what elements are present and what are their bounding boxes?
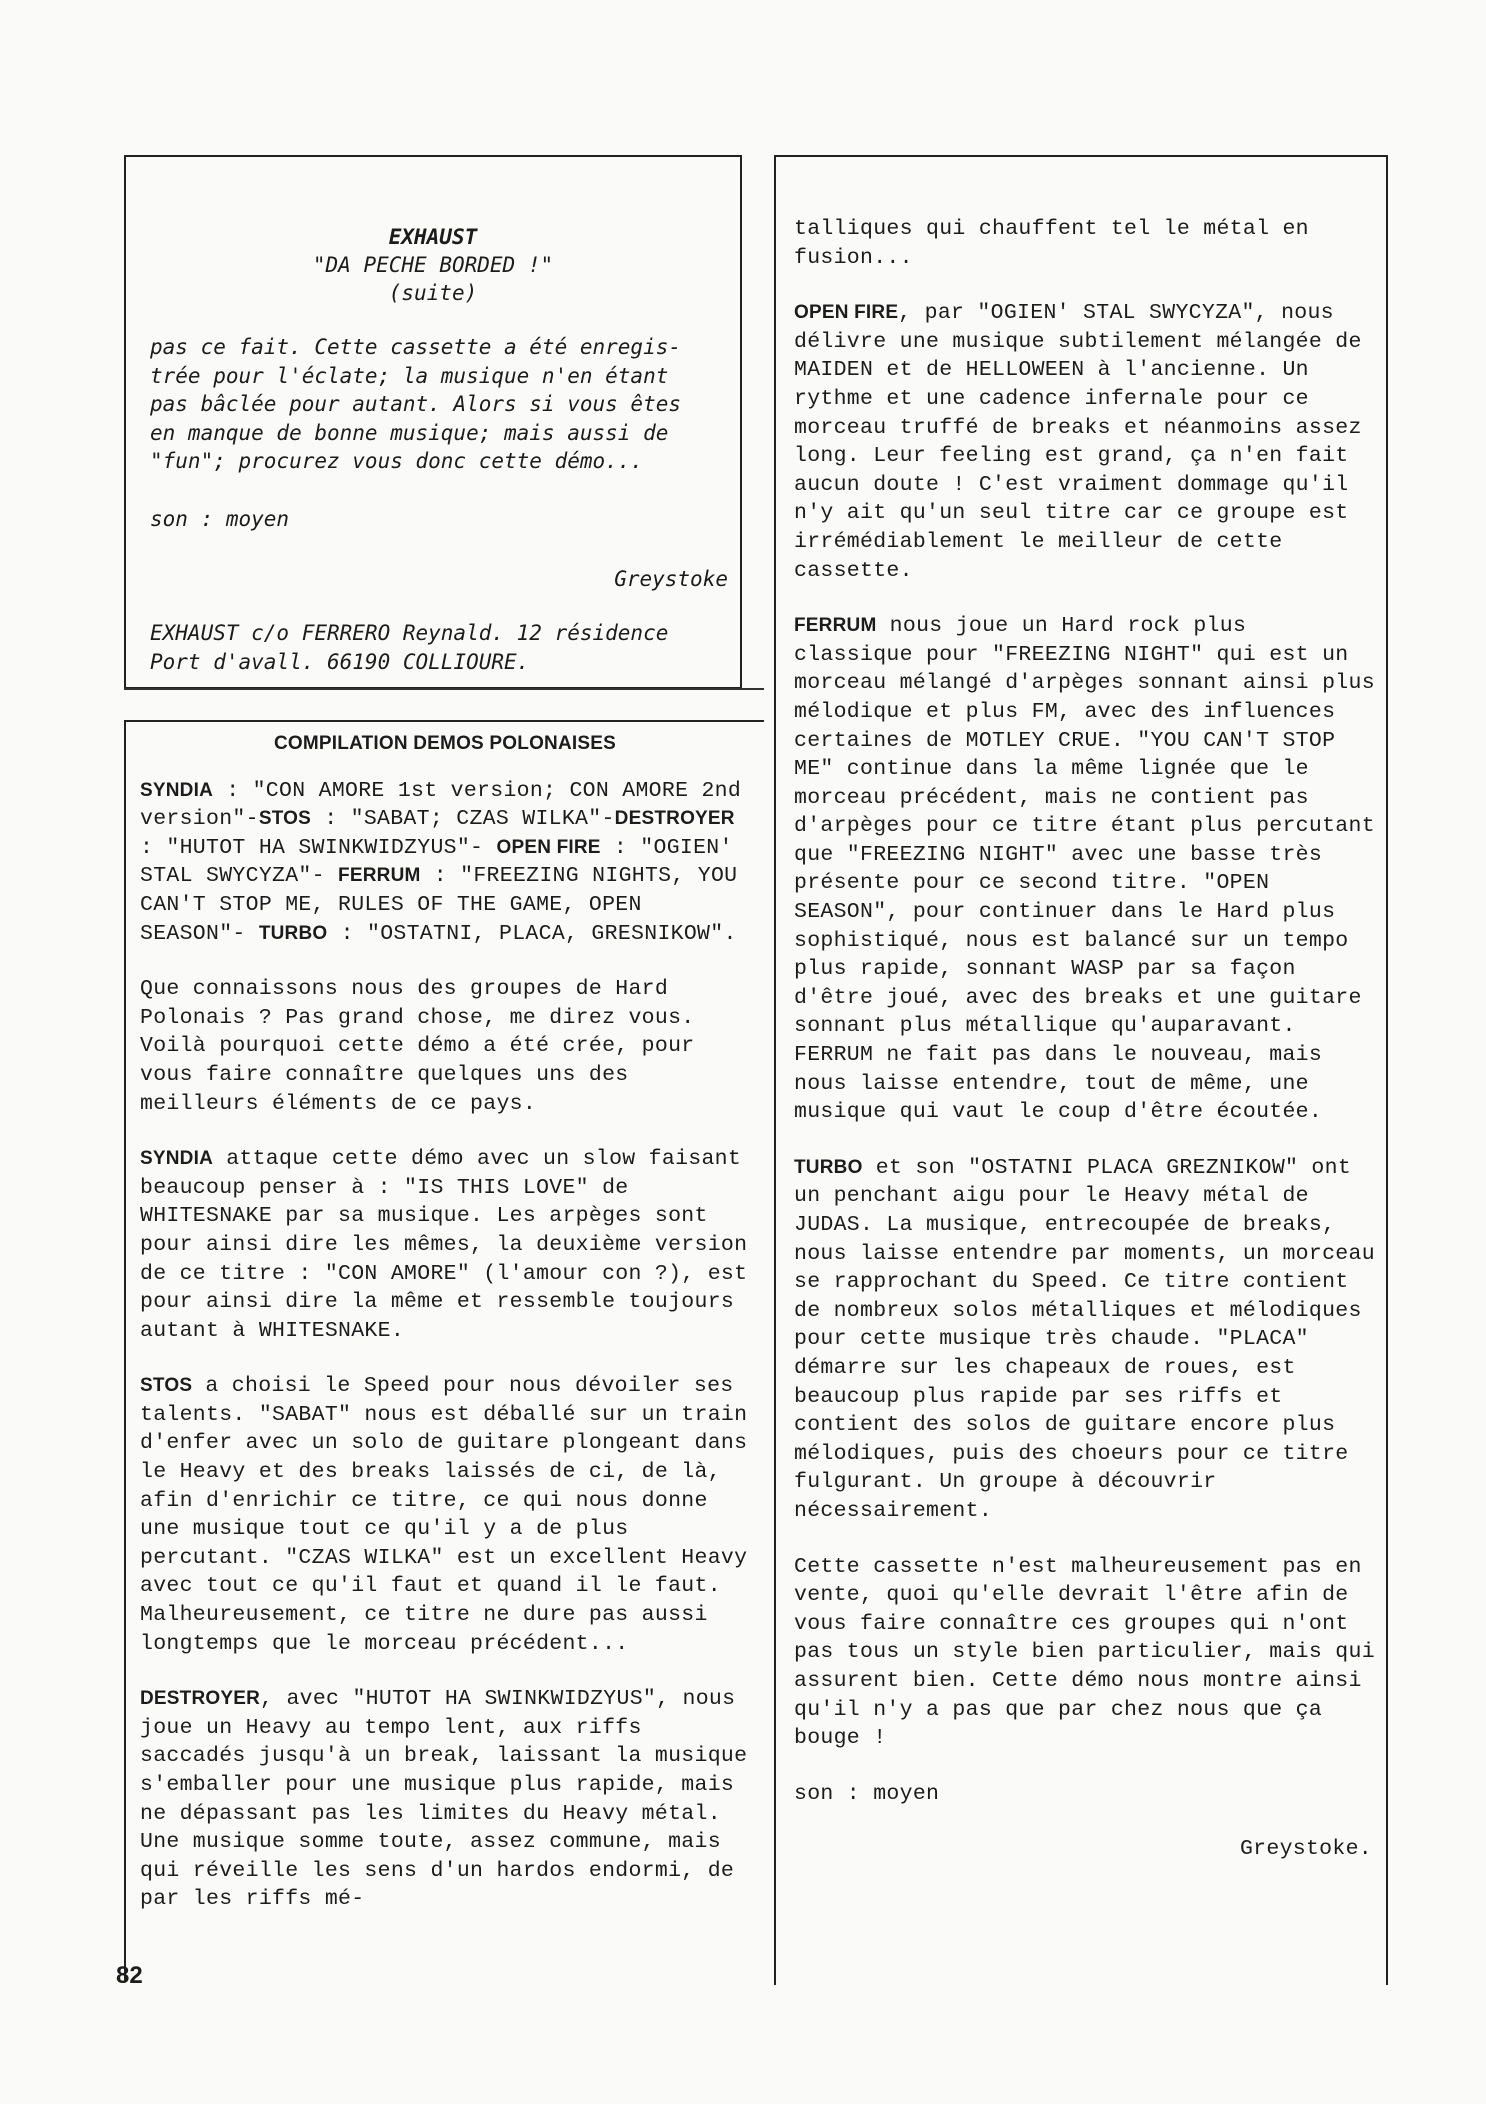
ferrum-name: FERRUM bbox=[794, 615, 877, 637]
intro-paragraph: Que connaissons nous des groupes de Hard Polonais ? Pas grand chose, me direz vous. Voilà pourquoi cette démo a été crée, pour vous faire connaître quelques uns des meilleurs éléments de ce pays. bbox=[140, 977, 695, 1116]
exhaust-address bbox=[150, 619, 730, 676]
destroyer-name: DESTROYER bbox=[140, 1688, 261, 1710]
band-ferrum: FERRUM bbox=[338, 865, 421, 887]
tracks-stos: : "SABAT; CZAS WILKA"- bbox=[311, 807, 615, 832]
band-turbo: TURBO bbox=[258, 922, 328, 944]
review-line: trée pour l'éclate; la musique n'en étant bbox=[150, 363, 669, 388]
album-title: "DA PECHE BORDED !" bbox=[312, 253, 554, 277]
destroyer-paragraph bbox=[140, 1685, 750, 1914]
openfire-name: OPEN FIRE bbox=[794, 302, 899, 324]
syndia-paragraph bbox=[140, 1145, 750, 1345]
review-line: pas bâclée pour autant. Alors si vous êtes bbox=[150, 392, 682, 417]
stos-paragraph bbox=[140, 1372, 750, 1658]
syndia-text: attaque cette démo avec un slow faisant beaucoup penser à : "IS THIS LOVE" de WHITESNAKE par sa musique. Les arpèges sont pour ainsi dire les mêmes, la deuxième version de ce titre : "CON AMORE" (l'amour con ?), est pour ainsi dire la même et ressemble toujours autant à WHITESNAKE. bbox=[140, 1147, 748, 1343]
ferrum-paragraph bbox=[794, 612, 1376, 1127]
review-line: pas ce fait. Cette cassette a été enregis- bbox=[150, 335, 682, 359]
tracks-destroyer: : "HUTOT HA SWINKWIDZYUS"- bbox=[140, 835, 497, 860]
outro-paragraph: Cette cassette n'est malheureusement pas en vente, quoi qu'elle devrait l'être afin de vous faire connaître ces groupes qui n'ont pas tous un style bien particulier, mais qui assurent bien. Cette démo nous montre ainsi qu'il n'y a pas que par chez nous que ça bouge ! bbox=[794, 1554, 1375, 1751]
exhaust-rating: son : moyen bbox=[150, 507, 290, 531]
exhaust-signature: Greystoke bbox=[614, 567, 728, 591]
turbo-text: et son "OSTATNI PLACA GREZNIKOW" ont un penchant aigu pour le Heavy métal de JUDAS. La musique, entrecoupée de breaks, nous laisse entendre par moments, un morceau se rapprochant du Speed. Ce titre contient de nombreux solos métalliques et mélodiques pour cette musique très chaude. "PLACA" démarre sur les chapeaux de roues, est beaucoup plus rapide par ses riffs et contient des solos de guitare encore plus mélodiques, puis des choeurs pour ce titre fulgurant. Un groupe à découvrir nécessairement. bbox=[794, 1155, 1375, 1523]
syndia-name: SYNDIA bbox=[140, 1148, 213, 1170]
continued-paragraph: talliques qui chauffent tel le métal en fusion... bbox=[794, 217, 1309, 270]
band-syndia: SYNDIA bbox=[140, 779, 213, 801]
band-stos: STOS bbox=[258, 808, 312, 830]
address-line: Port d'avall. 66190 COLLIOURE. bbox=[150, 649, 530, 674]
compilation-title: COMPILATION DEMOS POLONAISES bbox=[274, 733, 616, 754]
band-destroyer: DESTROYER bbox=[614, 808, 735, 830]
exhaust-review-box bbox=[124, 155, 742, 689]
right-body bbox=[794, 215, 1376, 1864]
tracks-syndia: : "CON AMORE 1st version; CON AMORE 2nd version"- bbox=[140, 778, 742, 832]
band-name: EXHAUST bbox=[388, 225, 478, 249]
compilation-body bbox=[140, 730, 750, 1941]
openfire-text: , par "OGIEN' STAL SWYCYZA", nous délivre une musique subtilement mélangée de MAIDEN et de HELLOWEEN à l'ancienne. Un rythme et une cadence infernale pour ce morceau truffé de breaks et néanmoins assez long. Leur feeling est grand, ça n'en fait aucun doute ! C'est vraiment dommage qu'il n'y ait qu'un seul titre car ce groupe est irrémédiablement le meilleur de cette cassette. bbox=[794, 301, 1362, 583]
review-line: en manque de bonne musique; mais aussi de bbox=[150, 420, 669, 445]
review-line: "fun"; procurez vous donc cette démo... bbox=[150, 449, 644, 474]
tracklist bbox=[140, 777, 750, 949]
band-openfire: OPEN FIRE bbox=[496, 836, 601, 858]
section-divider bbox=[124, 688, 764, 690]
continued-label: (suite) bbox=[388, 281, 478, 305]
stos-name: STOS bbox=[140, 1375, 193, 1397]
tracks-ferrum: : "FREEZING NIGHTS, YOU CAN'T STOP ME, RULES OF THE GAME, OPEN SEASON"- bbox=[140, 864, 738, 946]
exhaust-review-text bbox=[150, 333, 730, 476]
destroyer-text: , avec "HUTOT HA SWINKWIDZYUS", nous joue un Heavy au tempo lent, aux riffs saccadés jusqu'à un break, laissant la musique s'emballer pour une musique plus rapide, mais ne dépassant pas les limites du Heavy métal. Une musique somme toute, assez commune, mais qui réveille les sens d'un hardos endormi, de par les riffs mé- bbox=[140, 1687, 748, 1912]
openfire-paragraph bbox=[794, 299, 1376, 585]
compilation-right-column bbox=[774, 155, 1388, 1985]
address-line: EXHAUST c/o FERRERO Reynald. 12 résidence bbox=[150, 621, 669, 645]
compilation-left-column bbox=[124, 720, 764, 1980]
tracks-openfire: : "OGIEN' STAL SWYCYZA"- bbox=[140, 835, 733, 889]
stos-text: a choisi le Speed pour nous dévoiler ses talents. "SABAT" nous est déballé sur un train d'enfer avec un solo de guitare plongeant dans le Heavy et des breaks laissés de ci, de là, afin d'enrichir ce titre, ce qui nous donne une musique tout ce qu'il y a de plus percutant. "CZAS WILKA" est un excellent Heavy avec tout ce qu'il faut et quand il le faut. Malheureusement, ce titre ne dure pas aussi longtemps que le morceau précédent... bbox=[140, 1374, 748, 1656]
turbo-paragraph bbox=[794, 1154, 1376, 1526]
compilation-rating: son : moyen bbox=[794, 1781, 940, 1806]
ferrum-text: nous joue un Hard rock plus classique pour "FREEZING NIGHT" qui est un morceau mélangé d'arpèges sonnant ainsi plus mélodique et plus FM, avec des influences certaines de MOTLEY CRUE. "YOU CAN'T STOP ME" continue dans la même lignée que le morceau précédent, mais ne contient pas d'arpèges pour ce titre étant plus percutant que "FREEZING NIGHT" avec une basse très présente pour ce second titre. "OPEN SEASON", pour continuer dans le Hard plus sophistiqué, nous est balancé sur un tempo plus rapide, sonnant WASP par sa façon d'être joué, avec des breaks et une guitare sonnant plus métallique qu'auparavant. FERRUM ne fait pas dans le nouveau, mais nous laisse entendre, tout de même, une musique qui vaut le coup d'être écoutée. bbox=[794, 614, 1375, 1125]
turbo-name: TURBO bbox=[794, 1156, 863, 1178]
compilation-signature: Greystoke. bbox=[1239, 1837, 1372, 1862]
tracks-turbo: : "OSTATNI, PLACA, GRESNIKOW". bbox=[327, 921, 737, 946]
page-number: 82 bbox=[116, 1962, 143, 1989]
